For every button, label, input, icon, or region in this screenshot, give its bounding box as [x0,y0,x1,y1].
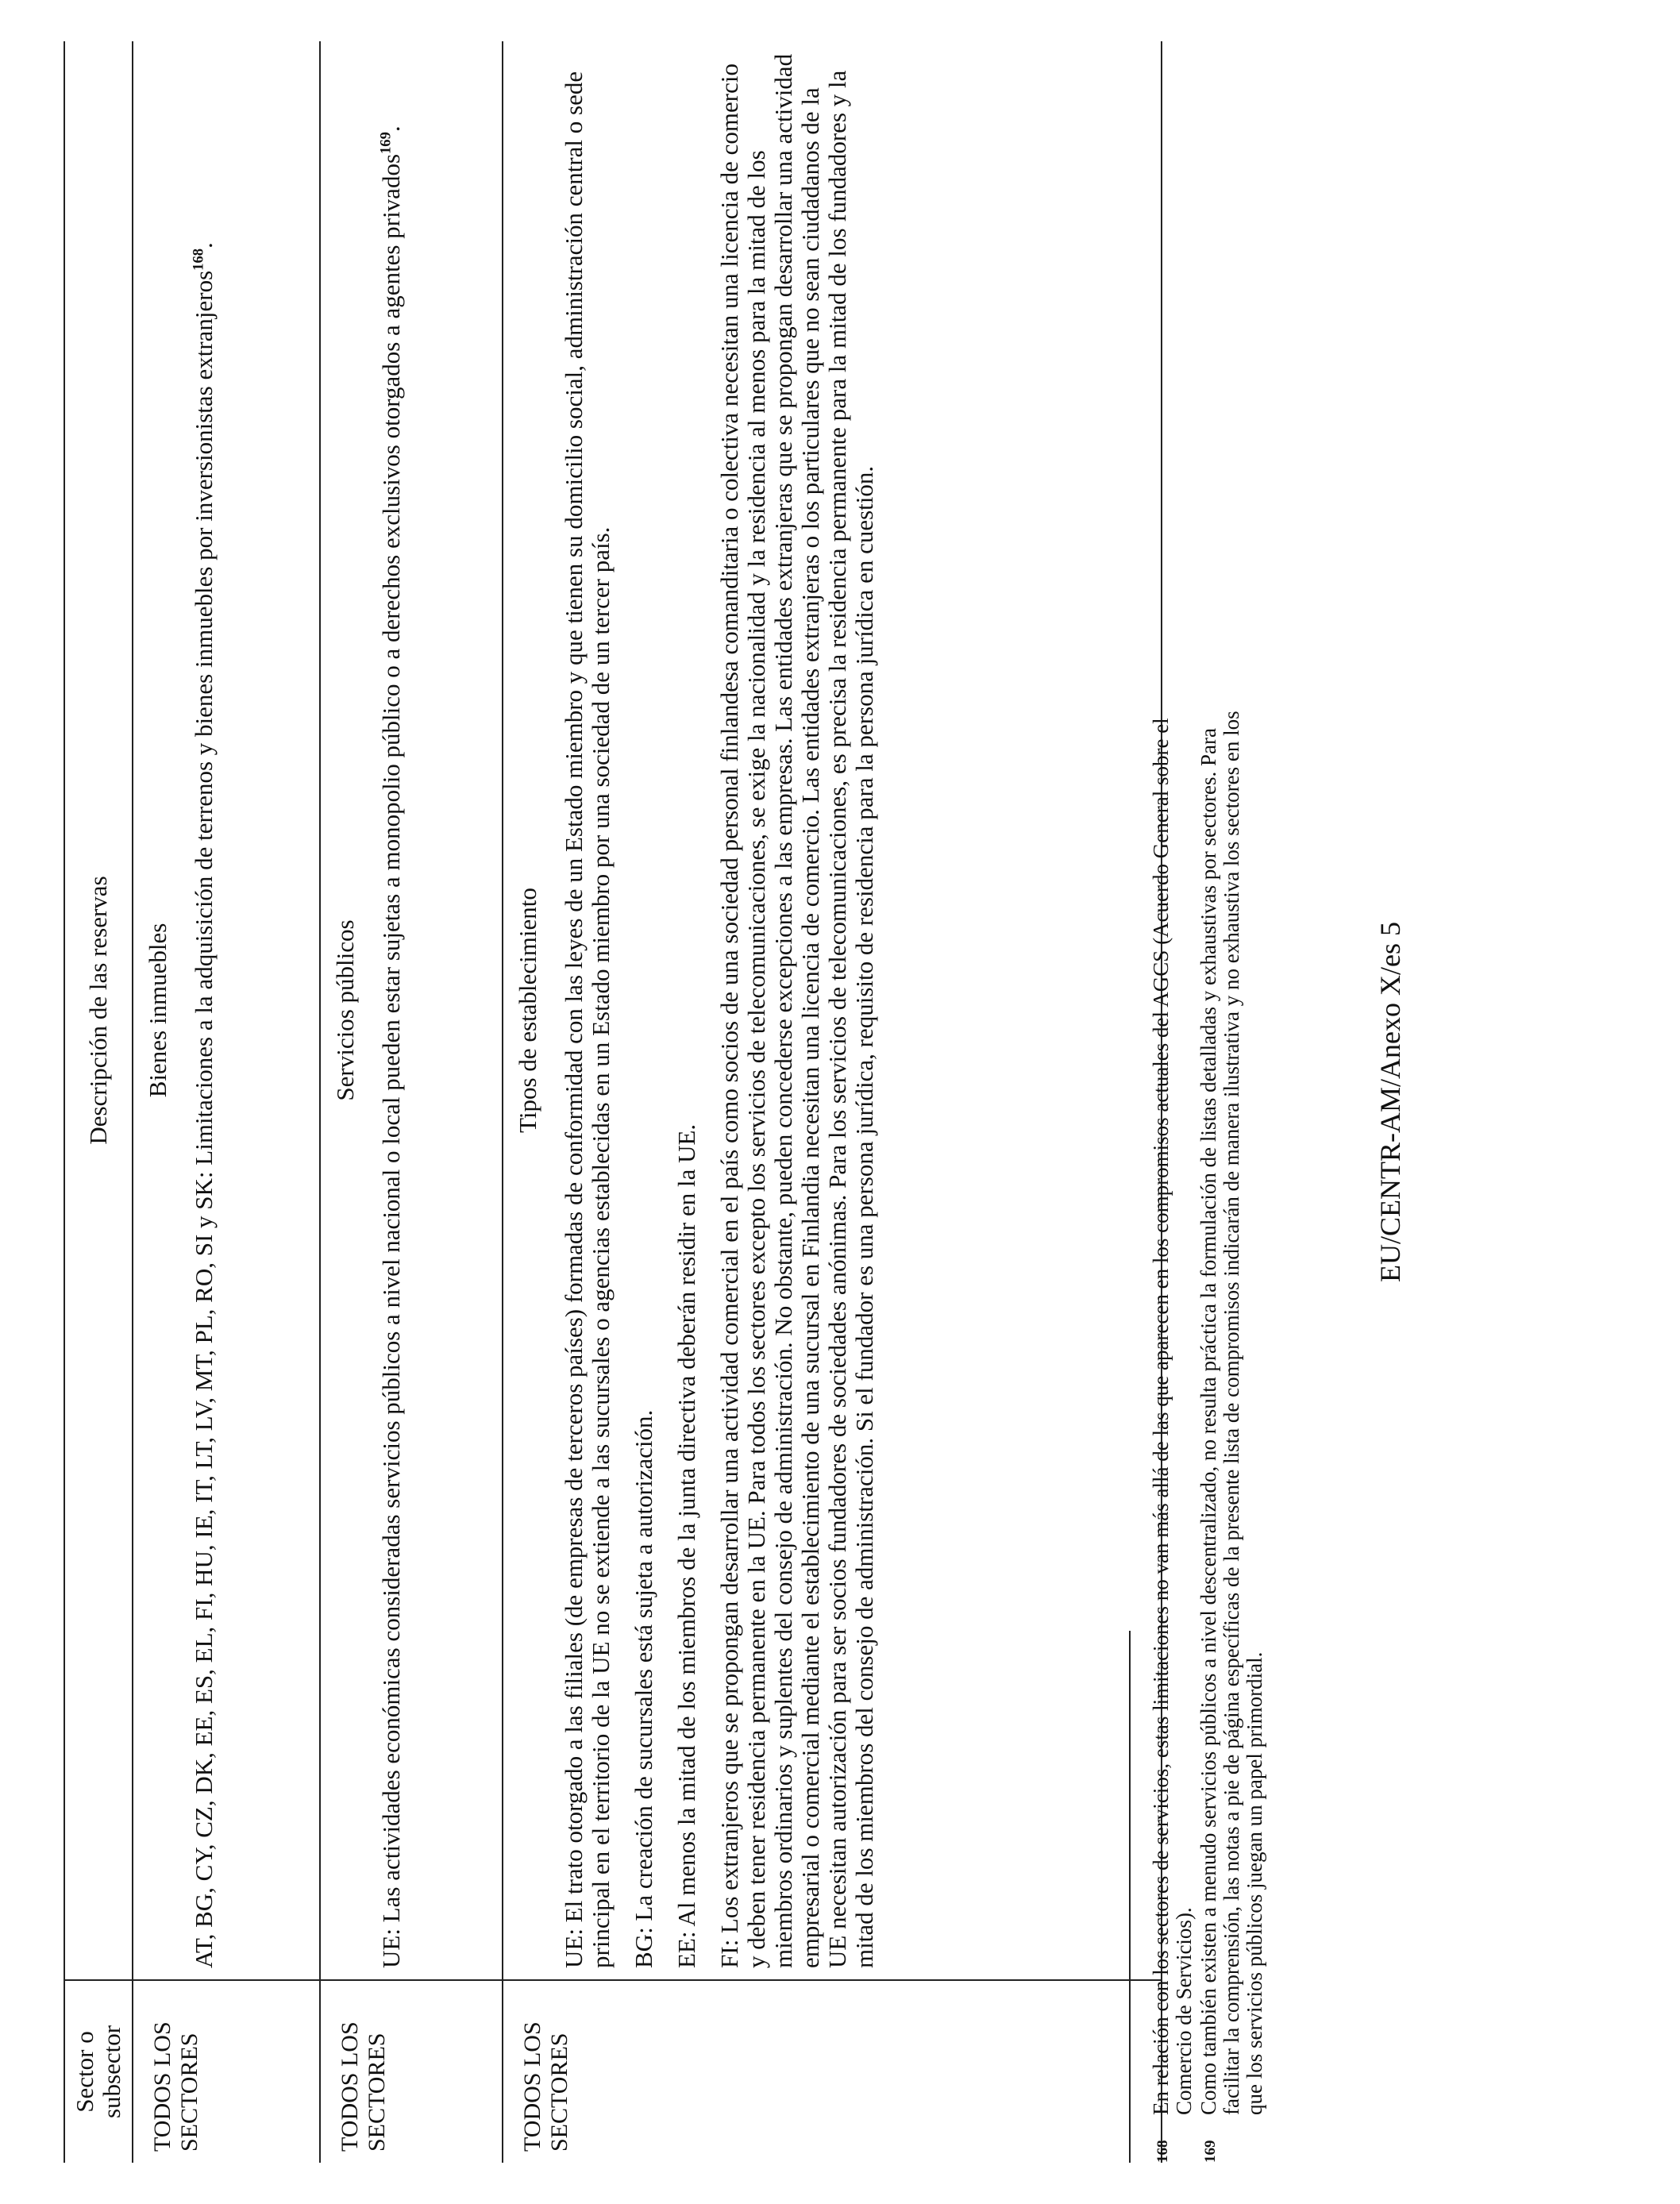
footnotes [1150,686,1268,2163]
reservation-text: UE: El trato otorgado a las filiales (de empresas de terceros países) formadas de conformidad con las leyes de un Estado miembro y que tienen su domicilio social, administración central o sede principal en el territorio de la UE no se extiende a las sucursales o agencias establecidas en un Estado miembro por una sociedad de un tercer país. [560,71,615,1968]
footnote-text: Como también existen a menudo servicios públicos a nivel descentralizado, no resulta práctica la formulación de listas detalladas y exhaustivas por sectores. Para facilitar la comprensión, las notas a pie de página específicas de la presente lista de compromisos indicarán de manera ilustrativa y no exhaustiva los sectores en los que los servicios públicos juegan un papel primordial. [1196,711,1266,2115]
footnote-ref[interactable]: 168 [190,248,207,271]
document-reference: EU/CENTR-AM/Anexo X/es 5 [1374,922,1406,1282]
footnote [1197,686,1266,2163]
header-description: Descripción de las reservas [64,41,133,1980]
row-heading: Tipos de establecimiento [514,888,541,1133]
reservation-text: FI: Los extranjeros que se propongan desarrollar una actividad comercial en el país como socios de una sociedad personal finlandesa comanditaria o colectiva necesitan una licencia de comercio y deben tener residencia permanente en la UE. Para todos los sectores excepto los servicios de telecomunicaciones, se exige la nacionalidad y la residencia al menos para la mitad de los miembros ordinarios y suplentes del consejo de administración. No obstante, pueden concederse excepciones a las empresas. Las entidades extranjeras que se propongan desarrollar una actividad empresarial o comercial mediante el establecimiento de una sucursal en Finlandia necesitan una licencia de comercio. Las entidades extranjeras o los particulares que no sean ciudadanos de la UE necesitan autorización para ser socios fundadores de sociedades anónimas. Para los servicios de telecomunicaciones, es precisa la residencia permanente para la mitad de los fundadores y la mitad de los miembros del consejo de administración. Si el fundador es una persona jurídica, requisito de residencia para la persona jurídica en cuestión. [715,53,878,1968]
reservation-text: UE: Las actividades económicas consideradas servicios públicos a nivel nacional o local pueden estar sujetas a monopolio público o a derechos exclusivos otorgados a agentes privados$^{169}$. [377,125,405,1968]
sector-cell: TODOS LOS SECTORES [503,1980,1162,2163]
table-row [133,41,320,2163]
row-heading: Servicios públicos [331,919,359,1101]
table-header-row [64,41,133,2163]
footnote [1150,686,1196,2163]
reservation-text: AT, BG, CY, CZ, DK, EE, ES, EL, FI, HU, IE, IT, LT, LV, MT, PL, RO, SI y SK: Limitaciones a la adquisición de terrenos y bienes inmuebles por inversionistas extranjeros$^{168}$. [190,242,218,1968]
table-row [320,41,503,2163]
footnote-number: 168 [1154,2140,1171,2163]
table-row [503,41,1162,2163]
description-cell [133,41,320,1980]
reservations-table [64,41,1162,2163]
description-cell [320,41,503,1980]
footnote-number: 169 [1202,2140,1219,2163]
header-sector: Sector o subsector [64,1980,133,2163]
row-heading: Bienes inmuebles [144,923,171,1098]
footnote-text: En relación con los sectores de servicios, estas limitaciones no van más allá de las que aparecen en los compromisos actuales del AGCS (Acuerdo General sobre el Comercio de Servicios). [1149,718,1196,2115]
footnote-separator [1129,1631,1131,2163]
sector-cell: TODOS LOS SECTORES [133,1980,320,2163]
footnote-ref[interactable]: 169 [377,132,395,154]
description-cell [503,41,1162,1980]
reservation-text: BG: La creación de sucursales está sujeta a autorización. [630,1409,657,1968]
reservation-text: EE: Al menos la mitad de los miembros de la junta directiva deberán residir en la UE. [672,1123,700,1968]
sector-cell: TODOS LOS SECTORES [320,1980,503,2163]
